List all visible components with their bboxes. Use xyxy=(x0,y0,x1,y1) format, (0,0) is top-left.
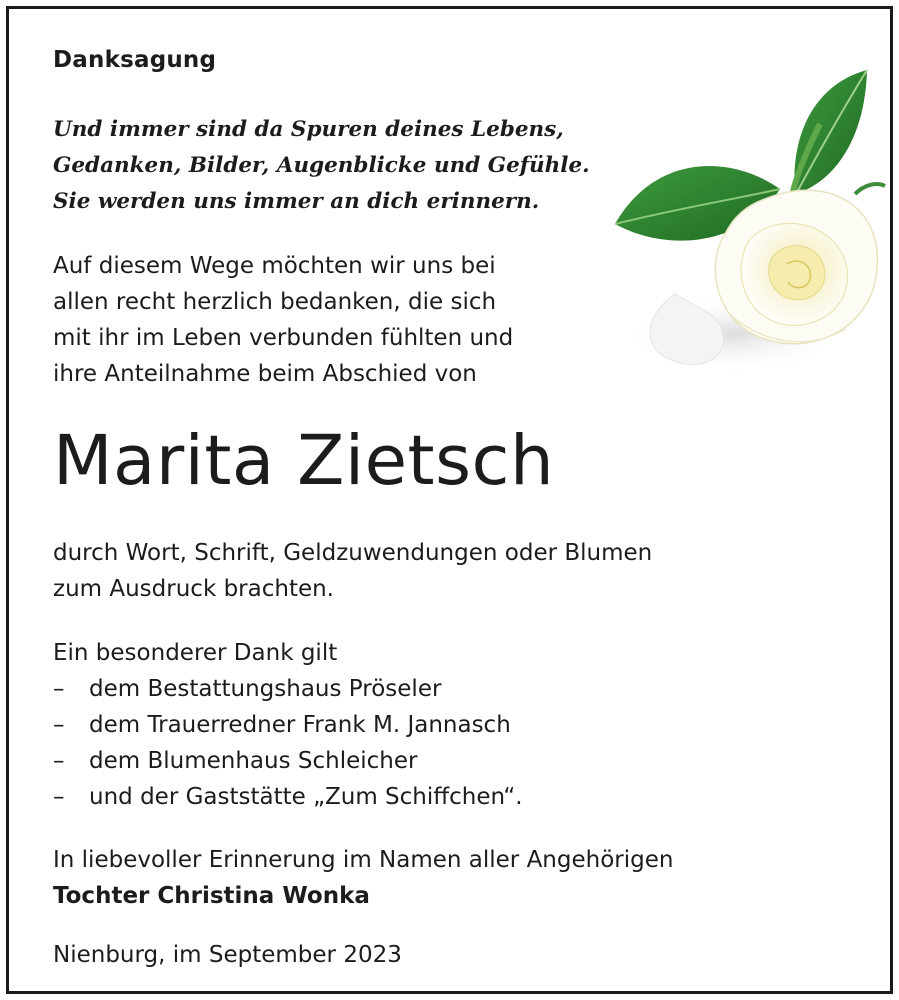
intro-text xyxy=(53,248,513,392)
deceased-name: Marita Zietsch xyxy=(53,421,555,501)
list-item xyxy=(53,779,523,815)
continuation-line: durch Wort, Schrift, Geldzuwendungen oder Blumen xyxy=(53,540,653,566)
white-rose-icon xyxy=(615,64,887,399)
list-item xyxy=(53,743,523,779)
continuation-line: zum Ausdruck brachten. xyxy=(53,576,334,602)
list-item xyxy=(53,707,523,743)
dash-bullet: – xyxy=(53,676,65,702)
list-item-text: dem Blumenhaus Schleicher xyxy=(89,748,418,774)
intro-line: allen recht herzlich bedanken, die sich xyxy=(53,289,497,315)
heading: Danksagung xyxy=(53,47,217,73)
dash-bullet: – xyxy=(53,712,65,738)
list-item-text: und der Gaststätte „Zum Schiffchen“. xyxy=(89,784,523,810)
list-item-text: dem Bestattungshaus Pröseler xyxy=(89,676,442,702)
obituary-card xyxy=(6,6,893,994)
verse-line: Und immer sind da Spuren deines Lebens, xyxy=(53,117,564,142)
dash-bullet: – xyxy=(53,748,65,774)
intro-line: Auf diesem Wege möchten wir uns bei xyxy=(53,253,496,279)
dash-bullet: – xyxy=(53,784,65,810)
continuation-text xyxy=(53,535,652,607)
verse xyxy=(53,112,590,220)
verse-line: Sie werden uns immer an dich erinnern. xyxy=(53,189,540,214)
list-item xyxy=(53,671,523,707)
closing-line: In liebevoller Erinnerung im Namen aller Angehörigen xyxy=(53,847,674,873)
intro-line: ihre Anteilnahme beim Abschied von xyxy=(53,361,477,387)
intro-line: mit ihr im Leben verbunden fühlten und xyxy=(53,325,514,351)
verse-line: Gedanken, Bilder, Augenblicke und Gefühle. xyxy=(53,153,590,178)
special-thanks-intro: Ein besonderer Dank gilt xyxy=(53,640,338,666)
special-thanks-list xyxy=(53,671,523,815)
list-item-text: dem Trauerredner Frank M. Jannasch xyxy=(89,712,511,738)
signer-name: Tochter Christina Wonka xyxy=(53,883,370,909)
place-date: Nienburg, im September 2023 xyxy=(53,942,402,968)
